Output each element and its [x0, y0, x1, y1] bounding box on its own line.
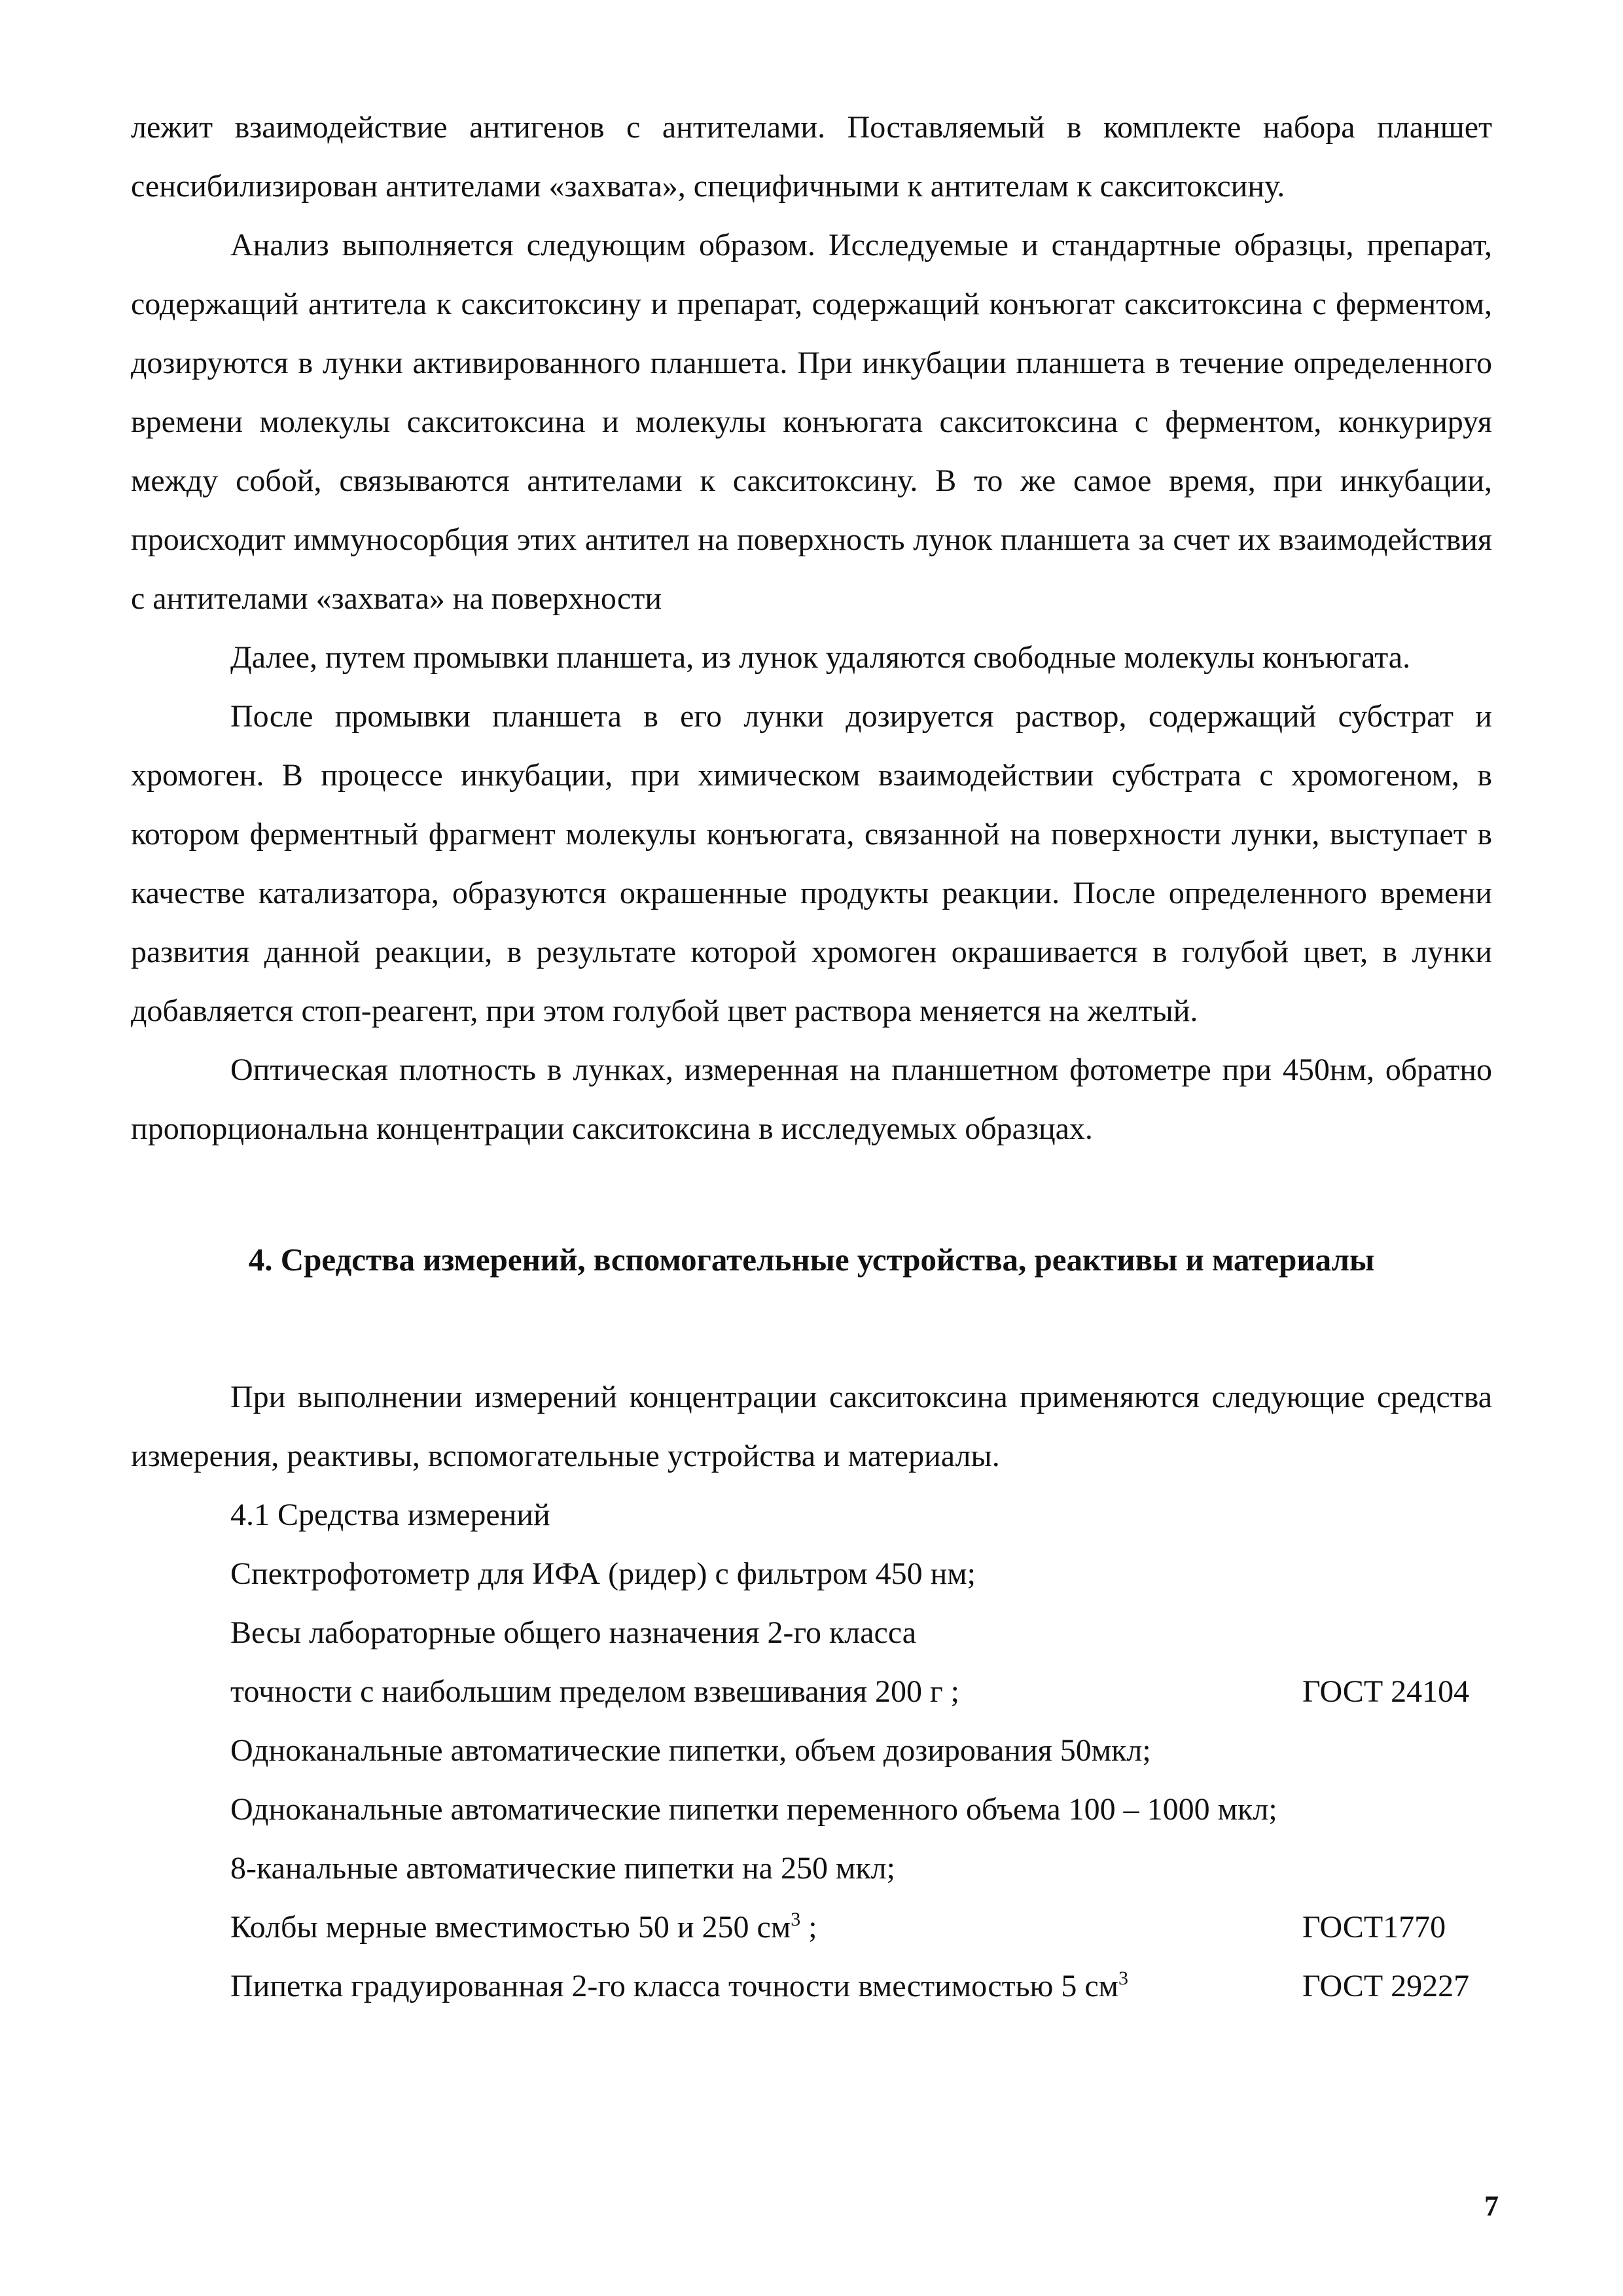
gost-reference: ГОСТ 24104 [1302, 1674, 1470, 1709]
superscript: 3 [791, 1909, 801, 1930]
list-item [230, 1662, 1492, 1721]
item-text: Пипетка градуированная 2-го класса точности вместимостью 5 см [230, 1969, 1119, 2003]
item-text-group [230, 1957, 1128, 2016]
list-item [230, 1721, 1492, 1780]
item-text: 8-канальные автоматические пипетки на 250 мкл; [230, 1851, 895, 1886]
paragraph-washing: Далее, путем промывки планшета, из лунок удаляются свободные молекулы конъюгата. [230, 640, 1411, 675]
section-intro: При выполнении измерений концентрации сакситоксина применяются следующие средства измерения, реактивы, вспомогательные устройства и материалы. [131, 1380, 1492, 1473]
page-body [131, 98, 1492, 2016]
paragraph-analysis: Анализ выполняется следующим образом. Исследуемые и стандартные образцы, препарат, содержащий антитела к сакситоксину и препарат, содержащий конъюгат сакситоксина с ферментом, дозируются в лунки активированного планшета. При инкубации планшета в течение определенного времени молекулы сакситоксина и молекулы конъюгата сакситоксина с ферментом, конкурируя между собой, связываются антителами к сакситоксину. В то же самое время, при инкубации, происходит иммуносорбция этих антител на поверхность лунок планшета за счет их взаимодействия с антителами «захвата» на поверхности [131, 228, 1492, 616]
gost-reference: ГОСТ 29227 [1302, 1969, 1470, 2003]
superscript: 3 [1118, 1967, 1129, 1989]
page-number: 7 [1484, 2190, 1499, 2222]
list-item [230, 1780, 1492, 1839]
list-item [230, 1545, 1492, 1604]
item-text: Одноканальные автоматические пипетки переменного объема 100 – 1000 мкл; [230, 1792, 1277, 1827]
item-text: точности с наибольшим пределом взвешивания 200 г ; [230, 1674, 960, 1709]
item-text: Одноканальные автоматические пипетки, объем дозирования 50мкл; [230, 1733, 1151, 1768]
subsection-heading: 4.1 Средства измерений [230, 1498, 550, 1532]
gost-reference: ГОСТ1770 [1302, 1910, 1446, 1945]
item-text: Спектрофотометр для ИФА (ридер) с фильтром 450 нм; [230, 1556, 976, 1591]
item-tail: ; [800, 1910, 817, 1945]
paragraph-substrate: После промывки планшета в его лунки дозируется раствор, содержащий субстрат и хромоген. В процессе инкубации, при химическом взаимодействии субстрата с хромогеном, в котором ферментный фрагмент молекулы конъюгата, связанной на поверхности лунки, выступает в качестве катализатора, образуются окрашенные продукты реакции. После определенного времени развития данной реакции, в результате которой хромоген окрашивается в голубой цвет, в лунки добавляется стоп-реагент, при этом голубой цвет раствора меняется на желтый. [131, 699, 1492, 1028]
list-item [230, 1604, 1492, 1662]
list-item [230, 1957, 1492, 2016]
item-text: Колбы мерные вместимостью 50 и 250 см [230, 1910, 791, 1945]
paragraph-optical-density: Оптическая плотность в лунках, измеренная на планшетном фотометре при 450нм, обратно пропорциональна концентрации сакситоксина в исследуемых образцах. [131, 1052, 1492, 1146]
item-text: Весы лабораторные общего назначения 2-го класса [230, 1615, 917, 1650]
list-item [230, 1839, 1492, 1898]
list-item [230, 1898, 1492, 1957]
paragraph-continuation: лежит взаимодействие антигенов с антителами. Поставляемый в комплекте набора планшет сенсибилизирован антителами «захвата», специфичными к антителам к сакситоксину. [131, 110, 1492, 204]
equipment-list [230, 1486, 1492, 2016]
item-text-group [230, 1898, 817, 1957]
section-heading: 4. Средства измерений, вспомогательные устройства, реактивы и материалы [248, 1242, 1375, 1278]
